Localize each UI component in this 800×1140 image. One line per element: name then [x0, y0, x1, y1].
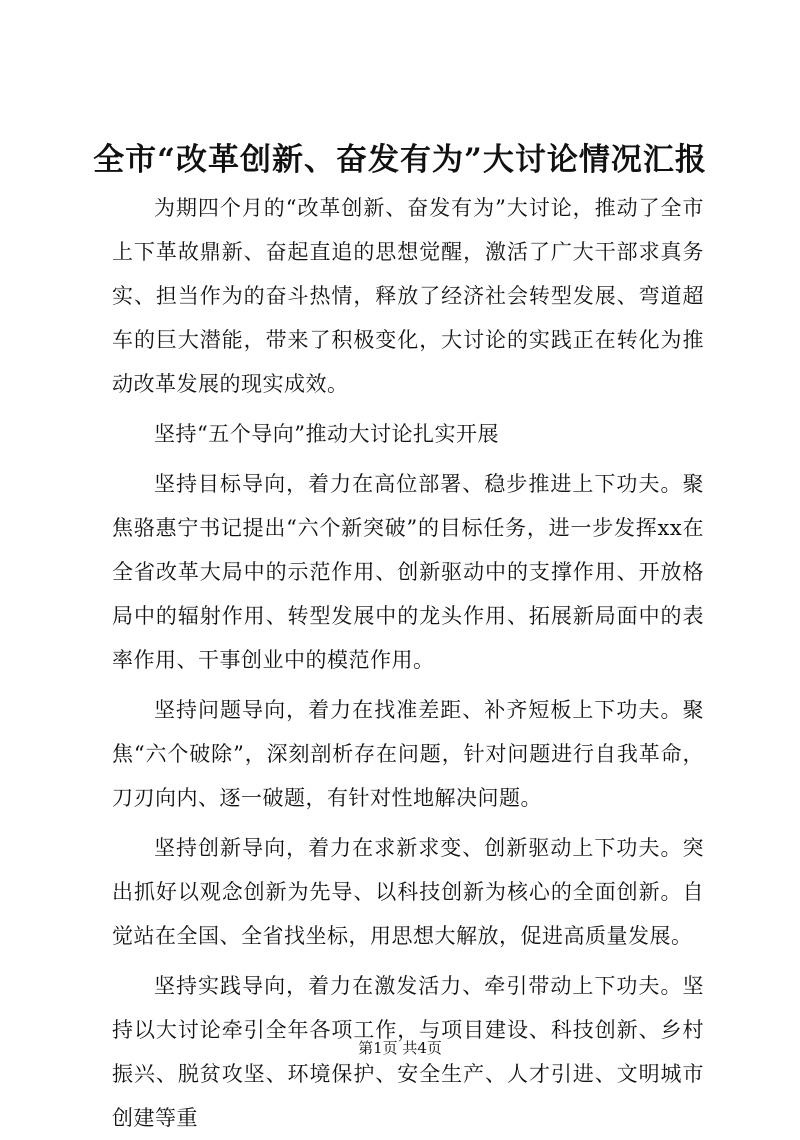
paragraph-goal-orientation: 坚持目标导向，着力在高位部署、稳步推进上下功夫。聚焦骆惠宁书记提出“六个新突破”的目标任务，进一步发挥xx在全省改革大局中的示范作用、创新驱动中的支撑作用、开放格局中的辐射作用、转型发展中的龙头作用、拓展新局面中的表率作用、干事创业中的模范作用。 — [112, 472, 704, 672]
paragraph-practice-orientation: 坚持实践导向，着力在激发活力、牵引带动上下功夫。坚持以大讨论牵引全年各项工作，与项目建设、科技创新、乡村振兴、脱贫攻坚、环境保护、安全生产、人才引进、文明城市创建等重 — [112, 974, 704, 1130]
paragraph-innovation-orientation: 坚持创新导向，着力在求新求变、创新驱动上下功夫。突出抓好以观念创新为先导、以科技创新为核心的全面创新。自觉站在全国、全省找坐标，用思想大解放，促进高质量发展。 — [112, 836, 704, 948]
paragraph-intro: 为期四个月的“改革创新、奋发有为”大讨论，推动了全市上下革故鼎新、奋起直追的思想觉醒，激活了广大干部求真务实、担当作为的奋斗热情，释放了经济社会转型发展、弯道超车的巨大潜能，带来了积极变化，大讨论的实践正在转化为推动改革发展的现实成效。 — [112, 196, 704, 396]
document-title: 全市“改革创新、奋发有为”大讨论情况汇报 — [93, 142, 707, 178]
paragraph-section-heading: 坚持“五个导向”推动大讨论扎实开展 — [154, 422, 499, 446]
document-body — [112, 186, 704, 1140]
page-number-footer: 第1页 共4页 — [358, 1039, 442, 1057]
paragraph-problem-orientation: 坚持问题导向，着力在找准差距、补齐短板上下功夫。聚焦“六个破除”，深刻剖析存在问题，针对问题进行自我革命，刀刃向内、逐一破题，有针对性地解决问题。 — [112, 698, 704, 810]
